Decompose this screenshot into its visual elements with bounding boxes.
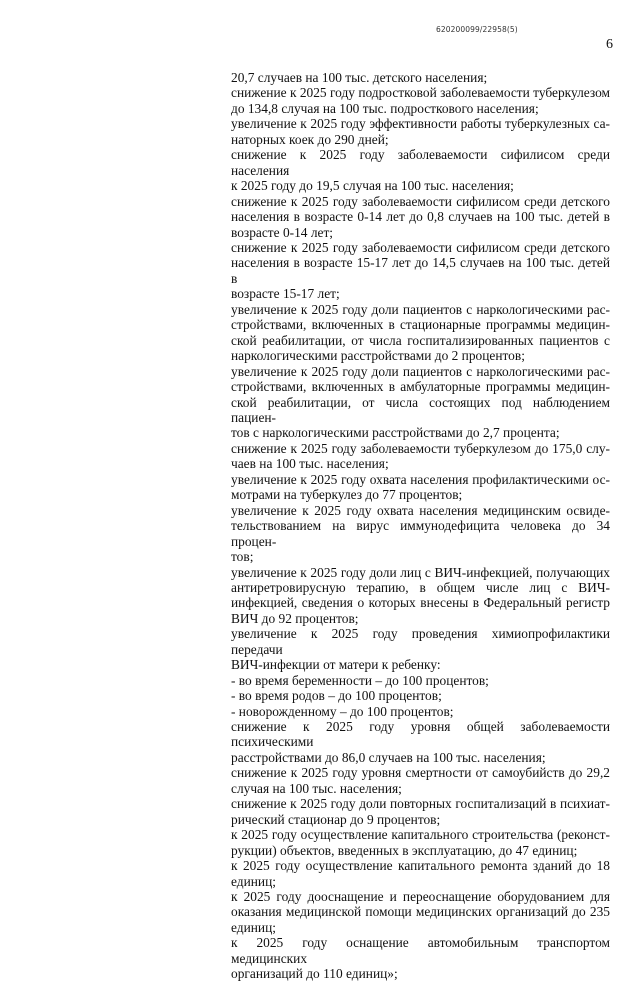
text-line: наркологическими расстройствами до 2 процентов; bbox=[231, 348, 525, 364]
text-line: - во время беременности – до 100 процентов; bbox=[231, 672, 489, 688]
text-line: - во время родов – до 100 процентов; bbox=[231, 688, 442, 704]
document-body bbox=[231, 70, 610, 982]
text-line: увеличение к 2025 году доли пациентов с наркологическими рас- bbox=[231, 363, 610, 379]
text-line: увеличение к 2025 году проведения химиопрофилактики передачи bbox=[231, 626, 610, 657]
text-line: до 134,8 случая на 100 тыс. подросткового населения; bbox=[231, 100, 539, 116]
text-line: снижение к 2025 году заболеваемости сифилисом среди детского bbox=[231, 239, 610, 255]
text-line: снижение к 2025 году уровня общей заболеваемости психическими bbox=[231, 719, 610, 750]
text-line: чаев на 100 тыс. населения; bbox=[231, 456, 389, 472]
text-line: ской реабилитации, от числа госпитализированных пациентов с bbox=[231, 332, 610, 348]
text-line: стройствами, включенных в стационарные программы медицин- bbox=[231, 317, 610, 333]
text-line: снижение к 2025 году заболеваемости сифилисом среди населения bbox=[231, 147, 610, 178]
text-line: рукции) объектов, введенных в эксплуатацию, до 47 единиц; bbox=[231, 842, 578, 858]
text-line: единиц; bbox=[231, 873, 276, 889]
text-line: расстройствами до 86,0 случаев на 100 тыс. населения; bbox=[231, 749, 546, 765]
text-line: стройствами, включенных в амбулаторные программы медицин- bbox=[231, 379, 610, 395]
text-line: к 2025 году дооснащение и переоснащение оборудованием для bbox=[231, 889, 610, 905]
text-line: 20,7 случаев на 100 тыс. детского населения; bbox=[231, 70, 488, 85]
text-line: снижение к 2025 году подростковой заболеваемости туберкулезом bbox=[231, 85, 610, 101]
text-line: наторных коек до 290 дней; bbox=[231, 131, 389, 147]
text-line: тов; bbox=[231, 549, 254, 565]
text-line: ской реабилитации, от числа состоящих под наблюдением пациен- bbox=[231, 394, 610, 425]
text-line: увеличение к 2025 году охвата населения профилактическими ос- bbox=[231, 471, 610, 487]
text-line: снижение к 2025 году заболеваемости сифилисом среди детского bbox=[231, 193, 610, 209]
page-number: 6 bbox=[606, 37, 613, 52]
text-line: случая на 100 тыс. населения; bbox=[231, 780, 402, 796]
text-line: организаций до 110 единиц»; bbox=[231, 966, 398, 982]
text-line: оказания медицинской помощи медицинских организаций до 235 bbox=[231, 904, 610, 920]
text-line: рический стационар до 9 процентов; bbox=[231, 811, 441, 827]
text-line: увеличение к 2025 году охвата населения медицинским освиде- bbox=[231, 502, 610, 518]
text-line: снижение к 2025 году заболеваемости туберкулезом до 175,0 слу- bbox=[231, 440, 610, 456]
text-line: ВИЧ-инфекции от матери к ребенку: bbox=[231, 657, 441, 673]
text-line: увеличение к 2025 году эффективности работы туберкулезных са- bbox=[231, 116, 610, 132]
text-line: увеличение к 2025 году доли лиц с ВИЧ-инфекцией, получающих bbox=[231, 564, 610, 580]
text-line: инфекцией, сведения о которых внесены в Федеральный регистр bbox=[231, 595, 610, 611]
text-line: увеличение к 2025 году доли пациентов с наркологическими рас- bbox=[231, 301, 610, 317]
text-line: к 2025 году до 19,5 случая на 100 тыс. населения; bbox=[231, 178, 514, 194]
text-line: возрасте 15-17 лет; bbox=[231, 286, 340, 302]
text-line: ВИЧ до 92 процентов; bbox=[231, 610, 359, 626]
text-line: снижение к 2025 году доли повторных госпитализаций в психиат- bbox=[231, 796, 610, 812]
text-line: тов с наркологическими расстройствами до 2,7 процента; bbox=[231, 425, 560, 441]
text-line: тельствованием на вирус иммунодефицита человека до 34 процен- bbox=[231, 518, 610, 549]
text-line: единиц; bbox=[231, 919, 276, 935]
text-line: к 2025 году оснащение автомобильным транспортом медицинских bbox=[231, 935, 610, 966]
text-line: снижение к 2025 году уровня смертности от самоубийств до 29,2 bbox=[231, 765, 610, 781]
text-line: возрасте 0-14 лет; bbox=[231, 224, 334, 240]
text-line: к 2025 году осуществление капитального строительства (реконст- bbox=[231, 827, 610, 843]
text-line: населения в возрасте 0-14 лет до 0,8 случаев на 100 тыс. детей в bbox=[231, 209, 610, 225]
text-line: мотрами на туберкулез до 77 процентов; bbox=[231, 487, 463, 503]
document-id: 620200099/22958(5) bbox=[436, 25, 518, 34]
text-line: антиретровирусную терапию, в общем числе лиц с ВИЧ- bbox=[231, 579, 610, 595]
text-line: населения в возрасте 15-17 лет до 14,5 случаев на 100 тыс. детей в bbox=[231, 255, 610, 286]
text-line: к 2025 году осуществление капитального ремонта зданий до 18 bbox=[231, 858, 610, 874]
text-line: - новорожденному – до 100 процентов; bbox=[231, 703, 454, 719]
